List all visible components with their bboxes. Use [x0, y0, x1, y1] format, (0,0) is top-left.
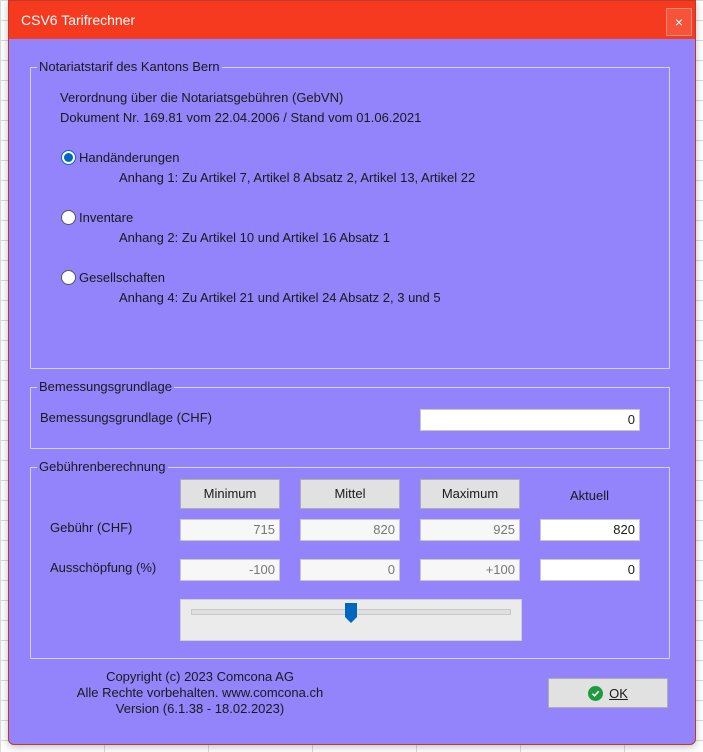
close-button[interactable]: [666, 8, 692, 36]
ausschoepfung-slider[interactable]: [180, 599, 522, 641]
gesellschaften-detail: Anhang 4: Zu Artikel 21 und Artikel 24 Absatz 2, 3 und 5: [119, 290, 441, 305]
dokument-info: Dokument Nr. 169.81 vom 22.04.2006 / Stand vom 01.06.2021: [60, 110, 422, 125]
copyright-block: [50, 669, 350, 717]
check-circle-icon: [588, 686, 603, 701]
gebuehr-maximum-field: 925: [420, 519, 520, 541]
aktuell-label: Aktuell: [570, 488, 610, 503]
bemessung-group-label: Bemessungsgrundlage: [39, 379, 172, 394]
bemessung-field-label: Bemessungsgrundlage (CHF): [40, 410, 212, 425]
verordnung-title: Verordnung über die Notariatsgebühren (GebVN): [60, 90, 344, 105]
radio-inventare-label[interactable]: Inventare: [79, 210, 134, 225]
copyright-line-2: Alle Rechte vorbehalten. www.comcona.ch: [76, 685, 324, 700]
ausschoepfung-minimum-field: -100: [180, 559, 280, 581]
radio-gesellschaften-label[interactable]: Gesellschaften: [79, 270, 165, 285]
ausschoepfung-aktuell-input[interactable]: 0: [540, 559, 640, 581]
copyright-line-1: Copyright (c) 2023 Comcona AG: [106, 669, 294, 684]
window-title: CSV6 Tarifrechner: [21, 12, 136, 28]
tarif-group-label: Notariatstarif des Kantons Bern: [39, 59, 220, 74]
title-bar: [9, 1, 695, 39]
radio-gesellschaften[interactable]: [61, 270, 76, 285]
bemessung-input[interactable]: 0: [420, 409, 640, 431]
copyright-line-3: Version (6.1.38 - 18.02.2023): [115, 701, 285, 716]
maximum-button[interactable]: Maximum: [420, 479, 520, 509]
ausschoepfung-row-label: Ausschöpfung (%): [50, 560, 157, 575]
inventare-detail: Anhang 2: Zu Artikel 10 und Artikel 16 Absatz 1: [119, 230, 391, 245]
radio-handaenderungen[interactable]: [61, 150, 76, 165]
minimum-button[interactable]: Minimum: [180, 479, 280, 509]
tarifrechner-dialog: [8, 0, 696, 745]
radio-inventare[interactable]: [61, 210, 76, 225]
gebuehr-aktuell-input[interactable]: 820: [540, 519, 640, 541]
gebuehr-minimum-field: 715: [180, 519, 280, 541]
handaenderungen-detail: Anhang 1: Zu Artikel 7, Artikel 8 Absatz 2, Artikel 13, Artikel 22: [119, 170, 476, 185]
mittel-button[interactable]: Mittel: [300, 479, 400, 509]
gebuehren-group-label: Gebührenberechnung: [39, 459, 166, 474]
ok-button[interactable]: [548, 678, 668, 708]
slider-thumb[interactable]: [345, 603, 357, 623]
ausschoepfung-maximum-field: +100: [420, 559, 520, 581]
ausschoepfung-mittel-field: 0: [300, 559, 400, 581]
radio-handaenderungen-label[interactable]: Handänderungen: [79, 150, 180, 165]
gebuehr-mittel-field: 820: [300, 519, 400, 541]
close-icon: ×: [674, 14, 684, 30]
gebuehr-row-label: Gebühr (CHF): [50, 520, 133, 535]
ok-label: OK: [609, 685, 628, 701]
